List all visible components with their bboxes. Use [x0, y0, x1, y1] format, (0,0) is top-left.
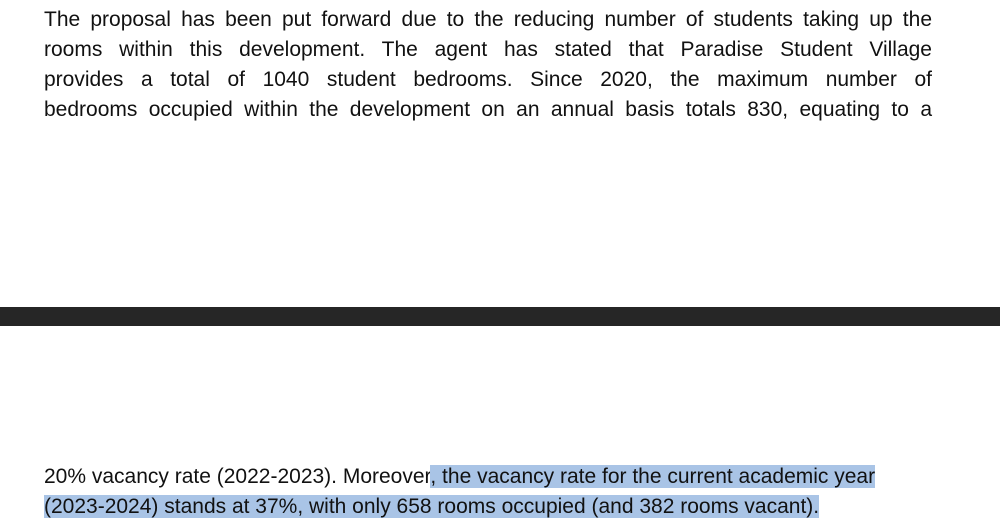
- document-page-bottom: [0, 326, 1000, 531]
- paragraph-line: provides a total of 1040 student bedrooms. Since 2020, the maximum number of: [44, 68, 932, 91]
- plain-text: 20% vacancy rate (2022-2023). Moreover: [44, 465, 431, 488]
- paragraph-line: rooms within this development. The agent has stated that Paradise Student Village: [44, 38, 932, 61]
- page-break-gap: [0, 307, 1000, 326]
- selected-text[interactable]: (2023-2024) stands at 37%, with only 658 rooms occupied (and 382 rooms vacant).: [44, 495, 820, 518]
- paragraph-line: [44, 492, 932, 522]
- paragraph-line: [44, 462, 932, 492]
- paragraph-top: [44, 5, 932, 125]
- selected-text[interactable]: , the vacancy rate for the current academic year: [430, 465, 876, 488]
- paragraph-line: The proposal has been put forward due to the reducing number of students taking up the: [44, 8, 932, 31]
- paragraph-line: bedrooms occupied within the development on an annual basis totals 830, equating to a: [44, 98, 932, 121]
- paragraph-bottom: [44, 462, 932, 522]
